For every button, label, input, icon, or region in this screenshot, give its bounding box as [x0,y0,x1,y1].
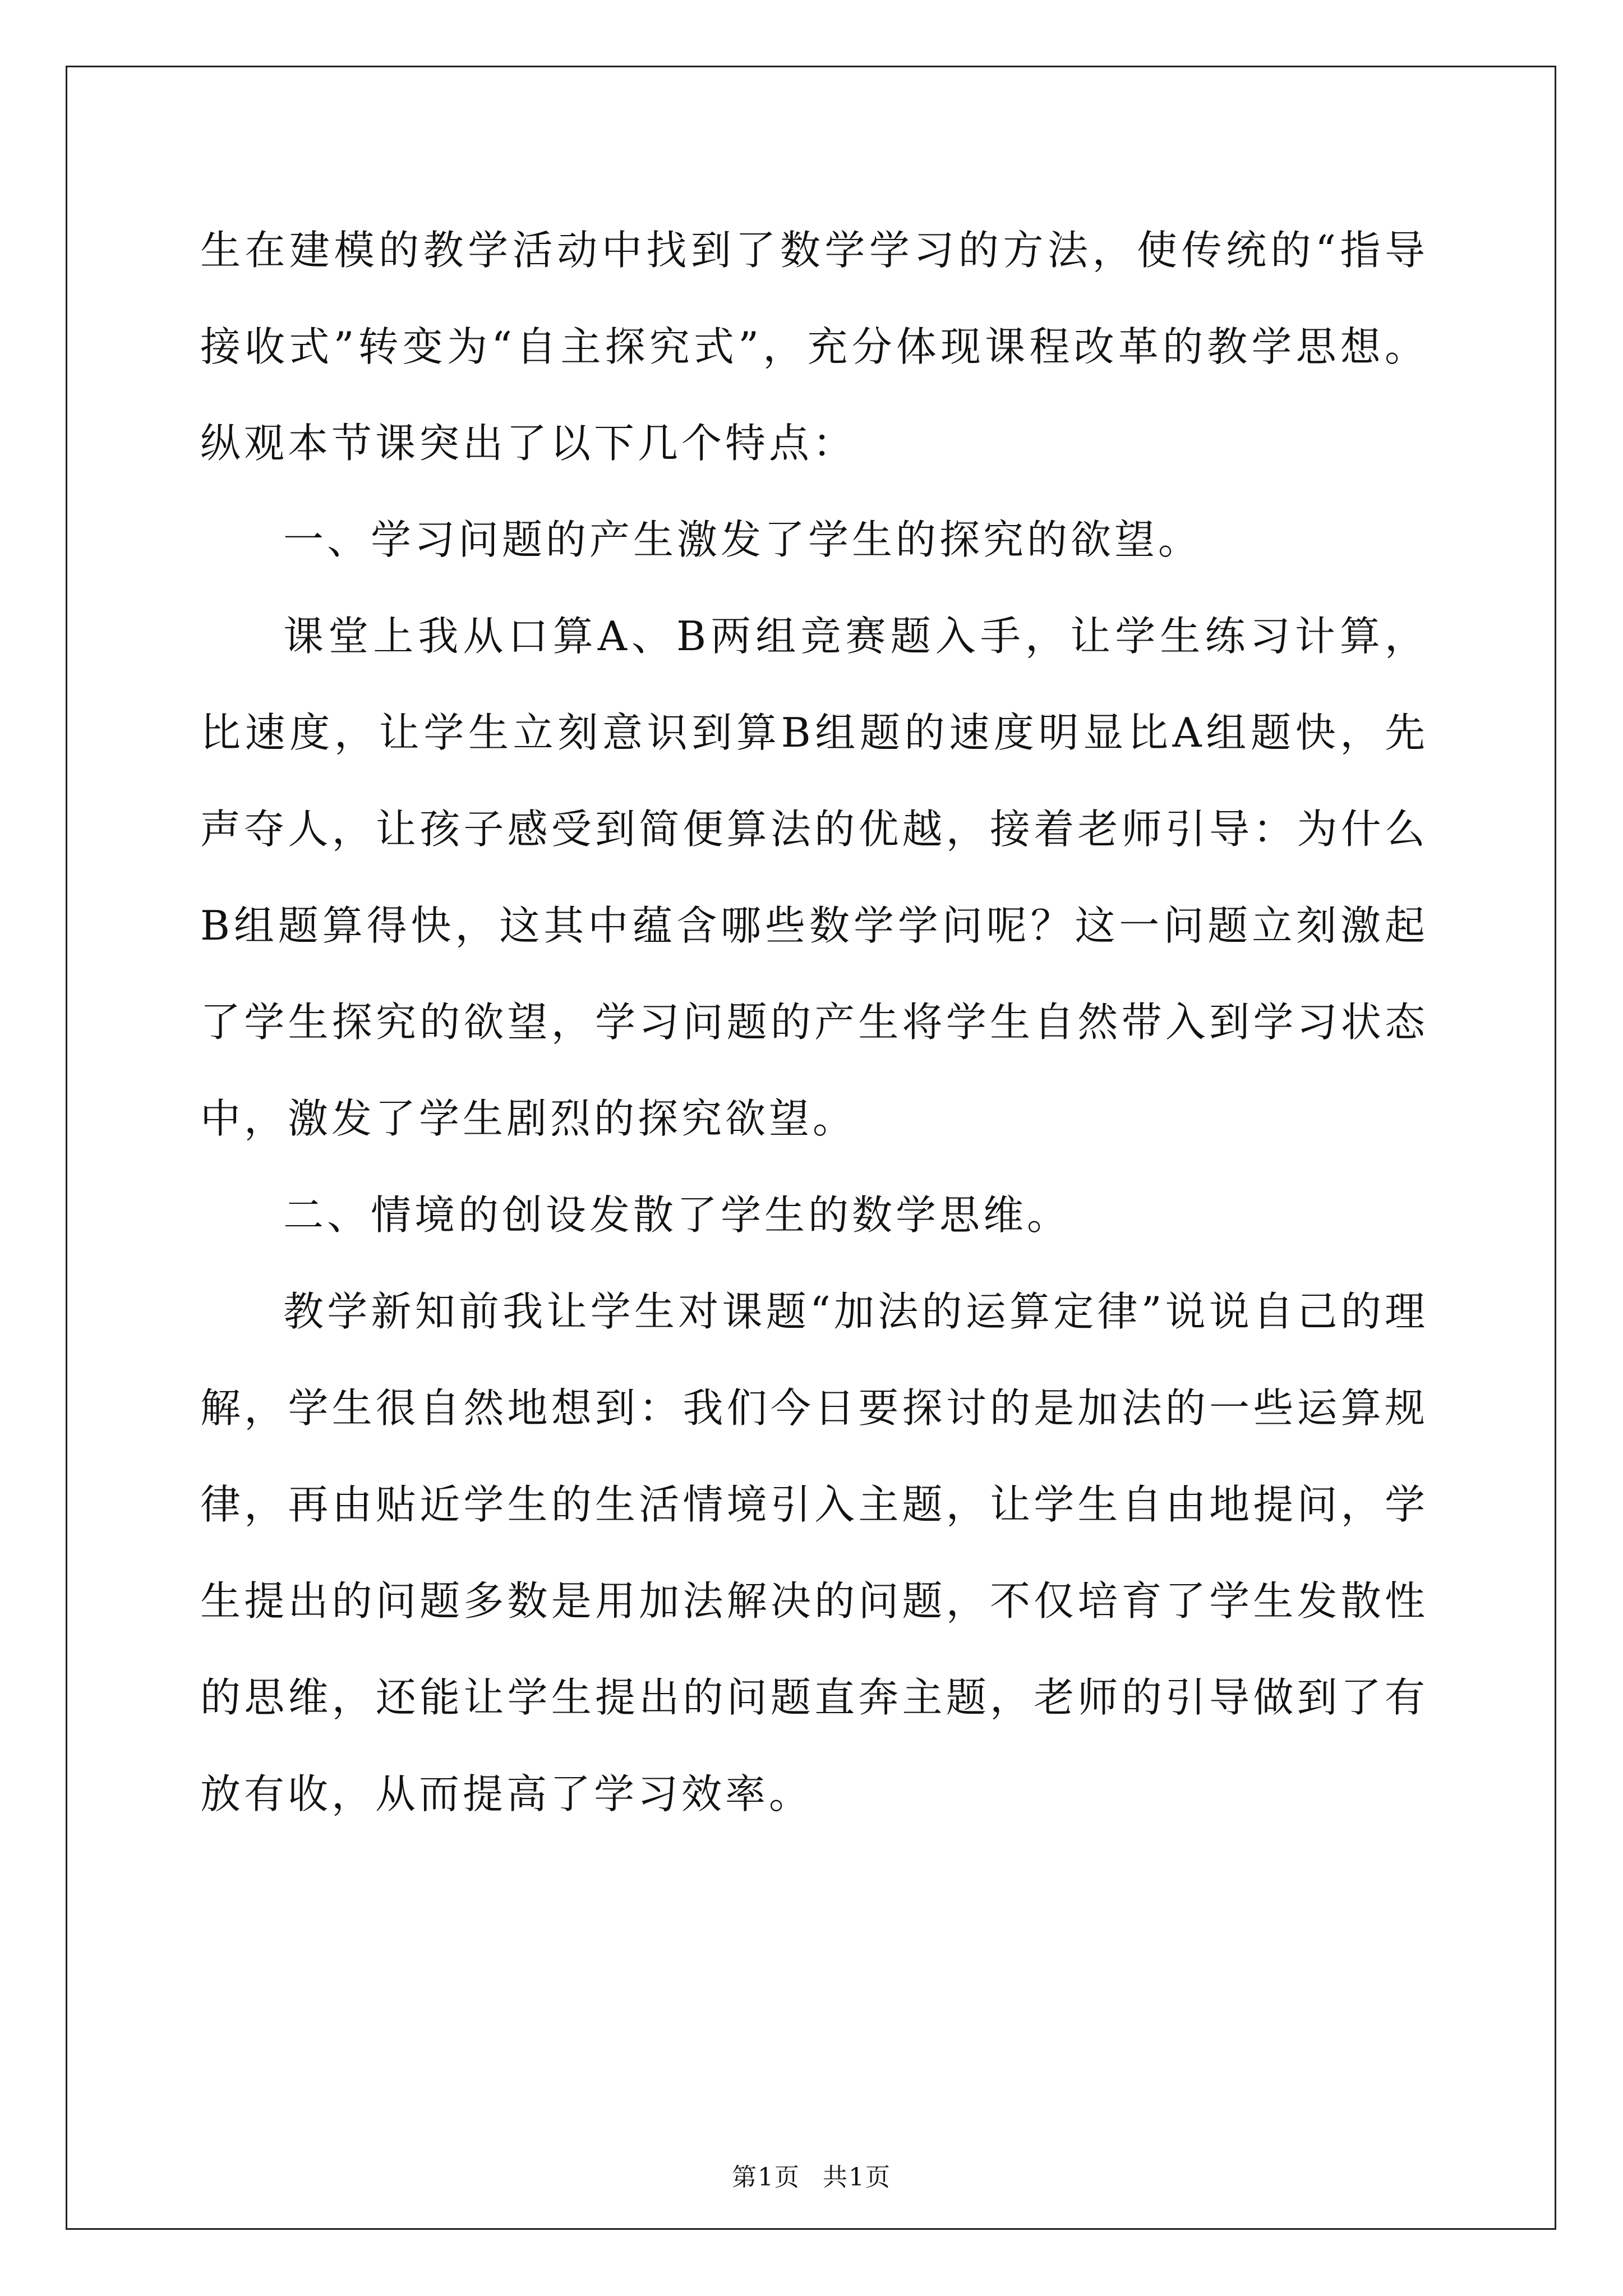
heading-point-one: 一、学习问题的产生激发了学生的探究的欲望。 [283,516,1202,563]
page-total: 共1页 [823,2163,891,2192]
paragraph-point-one: 课堂上我从口算A、B两组竞赛题入手，让学生练习计算，比速度，让学生立刻意识到算B组题的速度明显比A组题快，先声夺人，让孩子感受到简便算法的优越，接着老师引导：为什么B组题算得快，这其中蕴含哪些数学学问呢？这一问题立刻激起了学生探究的欲望，学习问题的产生将学生自然带入到学习状态中，激发了学生剧烈的探究欲望。 [200,613,1428,1142]
page-number: 第1页 [732,2163,800,2192]
paragraph-intro: 生在建模的教学活动中找到了数学学习的方法，使传统的“指导接收式”转变为“自主探究式”，充分体现课程改革的教学思想。 纵观本节课突出了以下几个特点： [200,227,1428,467]
paragraph-point-two: 教学新知前我让学生对课题“加法的运算定律”说说自己的理解，学生很自然地想到：我们今日要探讨的是加法的一些运算规律，再由贴近学生的生活情境引入主题，让学生自由地提问，学生提出的问题多数是用加法解决的问题，不仅培育了学生发散性的思维，还能让学生提出的问题直奔主题，老师的引导做到了有放有收，从而提高了学习效率。 [200,1288,1428,1818]
page-footer [0,2157,1623,2193]
document-body [200,202,1428,1842]
heading-point-two: 二、情境的创设发散了学生的数学思维。 [283,1191,1071,1239]
